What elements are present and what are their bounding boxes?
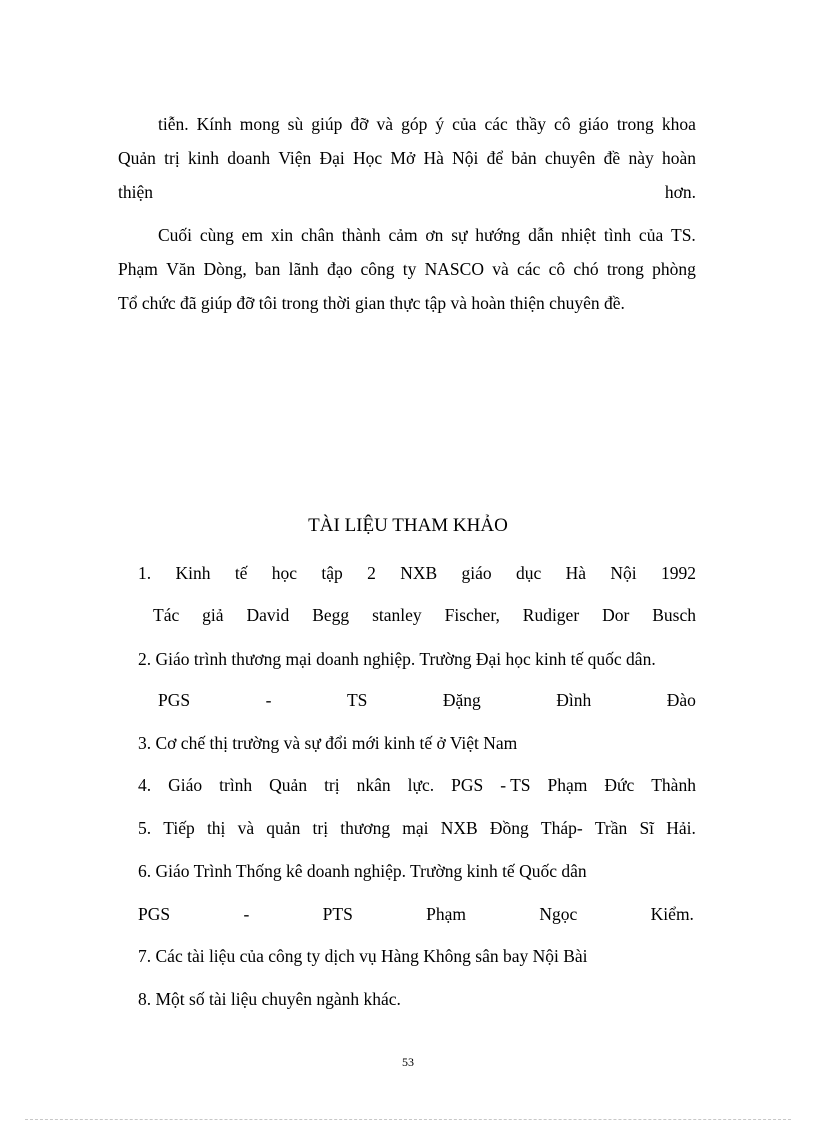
word: TS.	[671, 225, 696, 245]
word: đỡ	[350, 114, 369, 134]
word: đề	[603, 148, 621, 168]
word: Giáo	[168, 775, 203, 795]
paragraph-1-line-3	[118, 180, 696, 204]
word: bản	[511, 148, 537, 168]
word: thầy	[515, 114, 546, 134]
word: thị	[206, 818, 226, 838]
word: Cuối	[158, 225, 193, 245]
reference-item	[153, 603, 696, 627]
word: các	[484, 114, 508, 134]
word: Đồng	[489, 818, 529, 838]
word: Đức	[604, 775, 635, 795]
word: 4.	[138, 775, 152, 795]
word: PGS	[138, 904, 171, 924]
word: chuyên	[544, 148, 596, 168]
reference-item: 7. Các tài liệu của công ty dịch vụ Hàng Không sân bay Nội Bài	[138, 946, 588, 966]
word: Hà	[565, 563, 587, 583]
word: Hải.	[666, 818, 696, 838]
word: Quản	[269, 775, 308, 795]
word: học	[271, 563, 298, 583]
word: và	[376, 114, 394, 134]
word: Phạm	[426, 904, 467, 924]
word: cô	[554, 114, 571, 134]
word: trong	[606, 259, 644, 279]
word: công	[360, 259, 395, 279]
word: ơn	[425, 225, 444, 245]
word: dục	[516, 563, 542, 583]
word: kinh	[187, 148, 220, 168]
paragraph-1-line-2	[118, 146, 696, 170]
word: PGS	[158, 690, 191, 710]
word: Nội	[452, 148, 479, 168]
word: cô	[548, 259, 566, 279]
reference-item: 6. Giáo Trình Thống kê doanh nghiệp. Trường kinh tế Quốc dân	[138, 861, 587, 881]
word: cùng	[199, 225, 234, 245]
word: doanh	[227, 148, 271, 168]
word: giả	[202, 605, 224, 625]
word: đạo	[326, 259, 353, 279]
word: trình	[219, 775, 253, 795]
page-number: 53	[402, 1055, 414, 1069]
word: tiễn.	[158, 114, 189, 134]
word: sự	[451, 225, 468, 245]
word: Ngọc	[539, 904, 578, 924]
word: tập	[321, 563, 343, 583]
word: hướng	[475, 225, 521, 245]
word: Học	[353, 148, 383, 168]
word: PTS	[322, 904, 353, 924]
word: Đặng	[442, 690, 481, 710]
word: chân	[300, 225, 335, 245]
word: - TS	[500, 775, 531, 795]
word: Mở	[390, 148, 416, 168]
word: tế	[234, 563, 248, 583]
word: Phạm	[547, 775, 588, 795]
word: chó	[573, 259, 599, 279]
word: NASCO	[424, 259, 484, 279]
word: khoa	[661, 114, 696, 134]
word: Tiếp	[163, 818, 195, 838]
word: góp	[401, 114, 428, 134]
word: quản	[266, 818, 301, 838]
word: trị	[312, 818, 329, 838]
word: NXB	[400, 563, 438, 583]
reference-item	[158, 688, 696, 712]
word: của	[452, 114, 477, 134]
page-bottom-rule	[25, 1119, 791, 1120]
word: em	[241, 225, 264, 245]
word: NXB	[440, 818, 478, 838]
word: Sĩ	[639, 818, 655, 838]
word: Kính	[196, 114, 232, 134]
word: giáo	[578, 114, 609, 134]
word: Tháp-	[540, 818, 583, 838]
word: Dòng,	[203, 259, 247, 279]
paragraph-1-line-3-start: thiện	[118, 182, 153, 202]
word: ty	[402, 259, 417, 279]
word: Trần	[594, 818, 628, 838]
reference-item: 3. Cơ chế thị trường và sự đổi mới kinh tế ở Việt Nam	[138, 733, 518, 753]
word: và	[237, 818, 255, 838]
word: Dor	[602, 605, 630, 625]
paragraph-1-line-3-end: hơn.	[664, 182, 696, 202]
word: trong	[616, 114, 654, 134]
word: ý	[435, 114, 445, 134]
reference-item: 8. Một số tài liệu chuyên ngành khác.	[138, 989, 401, 1009]
word: Hà	[423, 148, 444, 168]
word: mại	[402, 818, 429, 838]
word: Rudiger	[522, 605, 580, 625]
word: Phạm	[118, 259, 158, 279]
word: trị	[324, 775, 340, 795]
word: Kiểm.	[650, 904, 694, 924]
word: David	[246, 605, 290, 625]
paragraph-2-line-2	[118, 257, 696, 281]
word: thương	[340, 818, 391, 838]
word: 2	[367, 563, 376, 583]
paragraph-2-line-3: Tổ chức đã giúp đỡ tôi trong thời gian thực tập và hoàn thiện chuyên đề.	[118, 293, 625, 313]
word: Fischer,	[444, 605, 500, 625]
word: hoàn	[661, 148, 696, 168]
word: mong	[239, 114, 280, 134]
word: Kinh	[175, 563, 211, 583]
word: Viện	[278, 148, 312, 168]
word: dẫn	[528, 225, 554, 245]
word: -	[265, 690, 272, 710]
reference-item: 2. Giáo trình thương mại doanh nghiệp. Trường Đại học kinh tế quốc dân.	[138, 649, 656, 669]
word: Đại	[319, 148, 345, 168]
references-heading: TÀI LIỆU THAM KHẢO	[308, 515, 508, 536]
word: Begg	[312, 605, 350, 625]
word: nhiệt	[561, 225, 597, 245]
word: Nội	[610, 563, 637, 583]
word: Tác	[153, 605, 180, 625]
word: PGS	[451, 775, 484, 795]
word: và	[492, 259, 509, 279]
word: lãnh	[288, 259, 319, 279]
word: -	[243, 904, 250, 924]
word: Văn	[166, 259, 196, 279]
word: để	[486, 148, 504, 168]
word: tình	[603, 225, 632, 245]
word: trị	[164, 148, 180, 168]
word: Thành	[651, 775, 696, 795]
word: 1992	[661, 563, 696, 583]
word: Busch	[652, 605, 696, 625]
word: của	[638, 225, 664, 245]
word: giúp	[311, 114, 343, 134]
reference-item	[138, 561, 696, 585]
word: Đào	[666, 690, 696, 710]
word: 1.	[138, 563, 152, 583]
word: xin	[270, 225, 294, 245]
word: sù	[287, 114, 304, 134]
word: nkân	[356, 775, 391, 795]
word: stanley	[372, 605, 422, 625]
reference-item	[138, 816, 696, 840]
paragraph-2-line-1	[158, 223, 696, 247]
word: Đình	[556, 690, 592, 710]
word: ban	[255, 259, 281, 279]
word: thành	[341, 225, 381, 245]
word: này	[628, 148, 654, 168]
word: Quản	[118, 148, 156, 168]
word: TS	[346, 690, 368, 710]
paragraph-1-line-1	[158, 112, 696, 136]
word: 5.	[138, 818, 152, 838]
reference-item	[138, 773, 696, 797]
word: cảm	[388, 225, 418, 245]
word: phòng	[652, 259, 696, 279]
word: các	[517, 259, 541, 279]
word: lực.	[407, 775, 435, 795]
reference-item	[138, 902, 694, 926]
word: giáo	[461, 563, 492, 583]
